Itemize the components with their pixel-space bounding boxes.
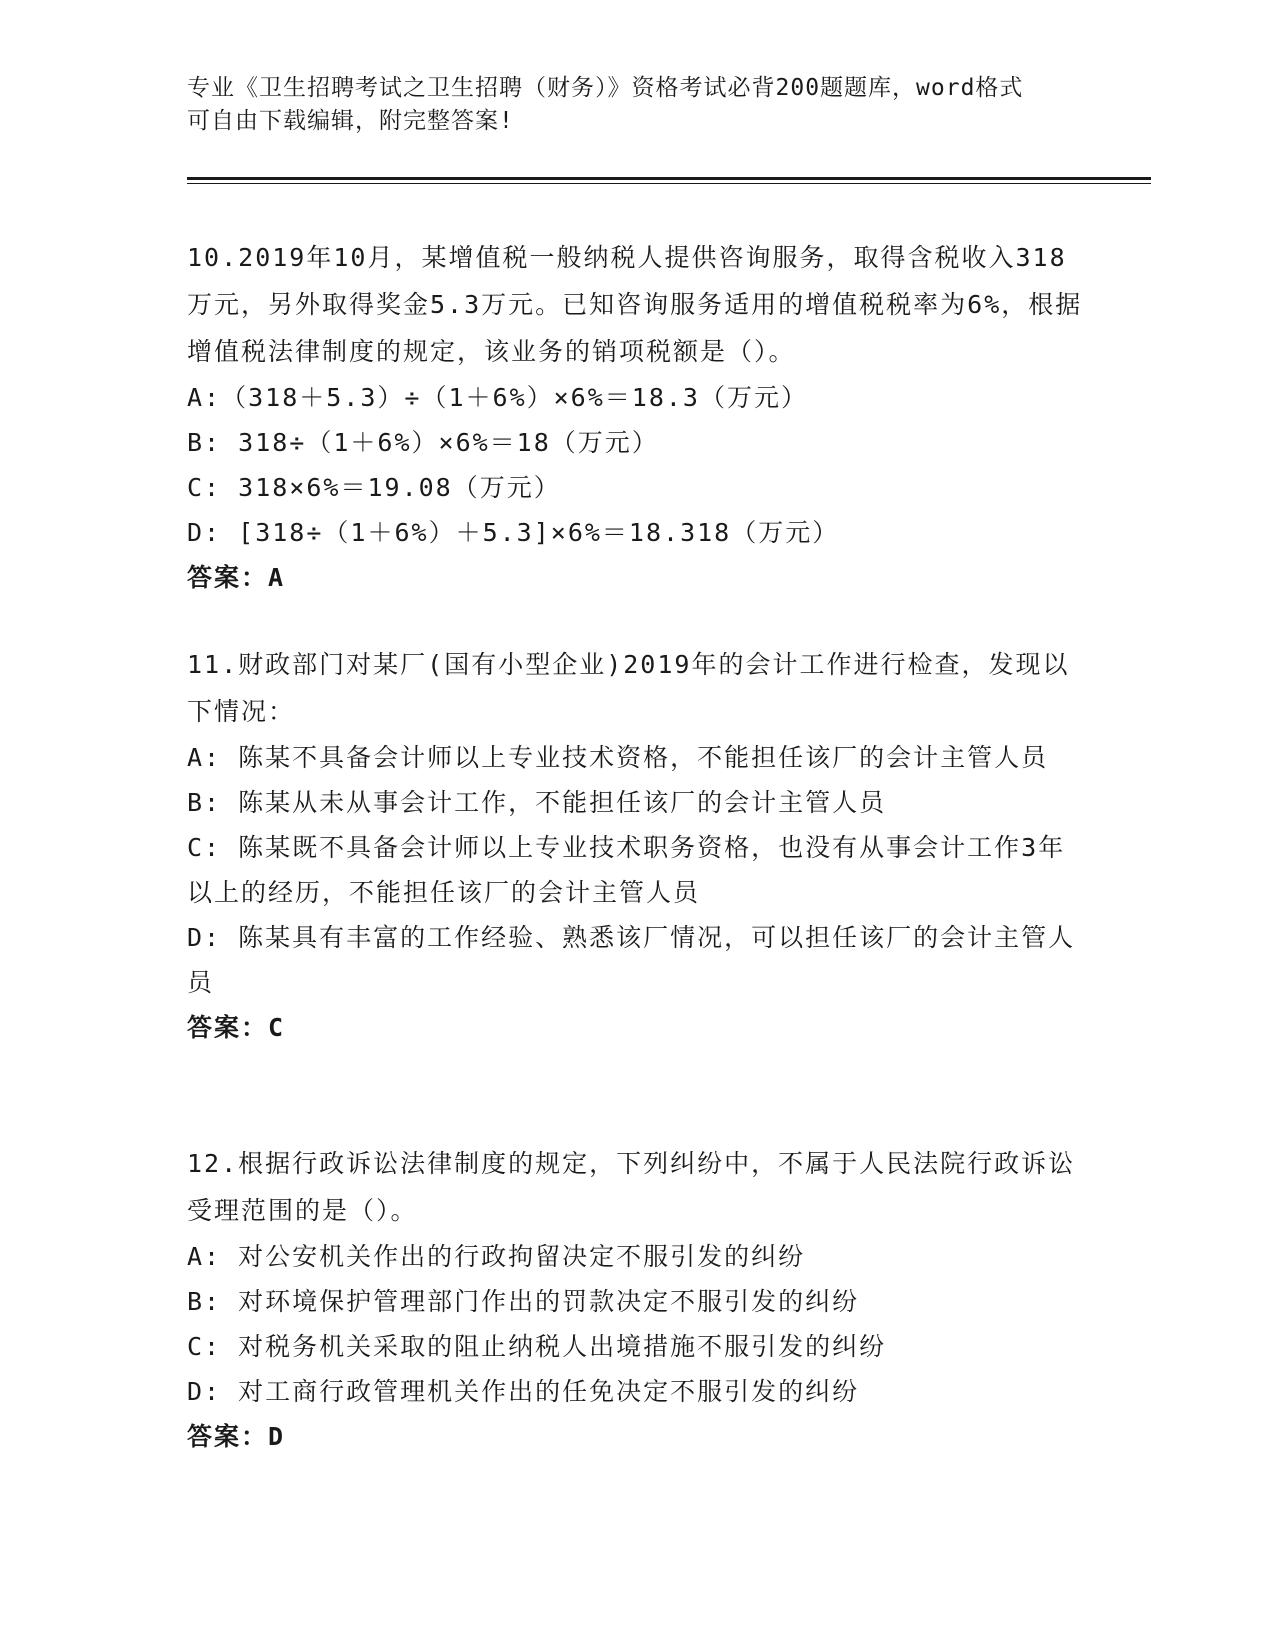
question-10 bbox=[187, 234, 1087, 600]
header-line-2: 可自由下载编辑，附完整答案! bbox=[187, 108, 514, 134]
option-b: B: 陈某从未从事会计工作，不能担任该厂的会计主管人员 bbox=[187, 788, 887, 817]
document-header bbox=[187, 72, 1087, 138]
option-a: A:（318＋5.3）÷（1＋6%）×6%＝18.3（万元） bbox=[187, 383, 808, 412]
header-rule-thick bbox=[187, 177, 1151, 180]
question-stem: 12.根据行政诉讼法律制度的规定，下列纠纷中，不属于人民法院行政诉讼受理范围的是（）。 bbox=[187, 1149, 1076, 1225]
option-a: A: 陈某不具备会计师以上专业技术资格，不能担任该厂的会计主管人员 bbox=[187, 743, 1049, 772]
answer: 答案：D bbox=[187, 1422, 286, 1451]
option-d: D: 对工商行政管理机关作出的任免决定不服引发的纠纷 bbox=[187, 1377, 860, 1406]
header-rule-thin bbox=[187, 183, 1151, 184]
answer: 答案：A bbox=[187, 563, 286, 592]
option-b: B: 对环境保护管理部门作出的罚款决定不服引发的纠纷 bbox=[187, 1287, 860, 1316]
option-a: A: 对公安机关作出的行政拘留决定不服引发的纠纷 bbox=[187, 1242, 806, 1271]
question-12 bbox=[187, 1140, 1087, 1459]
header-line-1: 专业《卫生招聘考试之卫生招聘（财务）》资格考试必背200题题库，word格式 bbox=[187, 75, 1024, 101]
question-stem: 11.财政部门对某厂(国有小型企业)2019年的会计工作进行检查，发现以下情况： bbox=[187, 650, 1070, 726]
question-11 bbox=[187, 641, 1087, 1050]
option-b: B: 318÷（1＋6%）×6%＝18（万元） bbox=[187, 428, 659, 457]
option-d: D: 陈某具有丰富的工作经验、熟悉该厂情况，可以担任该厂的会计主管人员 bbox=[187, 923, 1076, 997]
option-c: C: 对税务机关采取的阻止纳税人出境措施不服引发的纠纷 bbox=[187, 1332, 887, 1361]
question-stem: 10.2019年10月，某增值税一般纳税人提供咨询服务，取得含税收入318万元，另外取得奖金5.3万元。已知咨询服务适用的增值税税率为6%，根据增值税法律制度的规定，该业务的销项税额是（）。 bbox=[187, 243, 1083, 366]
option-c: C: 陈某既不具备会计师以上专业技术职务资格，也没有从事会计工作3年以上的经历，不能担任该厂的会计主管人员 bbox=[187, 833, 1066, 907]
answer: 答案：C bbox=[187, 1013, 286, 1042]
option-c: C: 318×6%＝19.08（万元） bbox=[187, 473, 561, 502]
option-d: D: [318÷（1＋6%）＋5.3]×6%＝18.318（万元） bbox=[187, 518, 840, 547]
